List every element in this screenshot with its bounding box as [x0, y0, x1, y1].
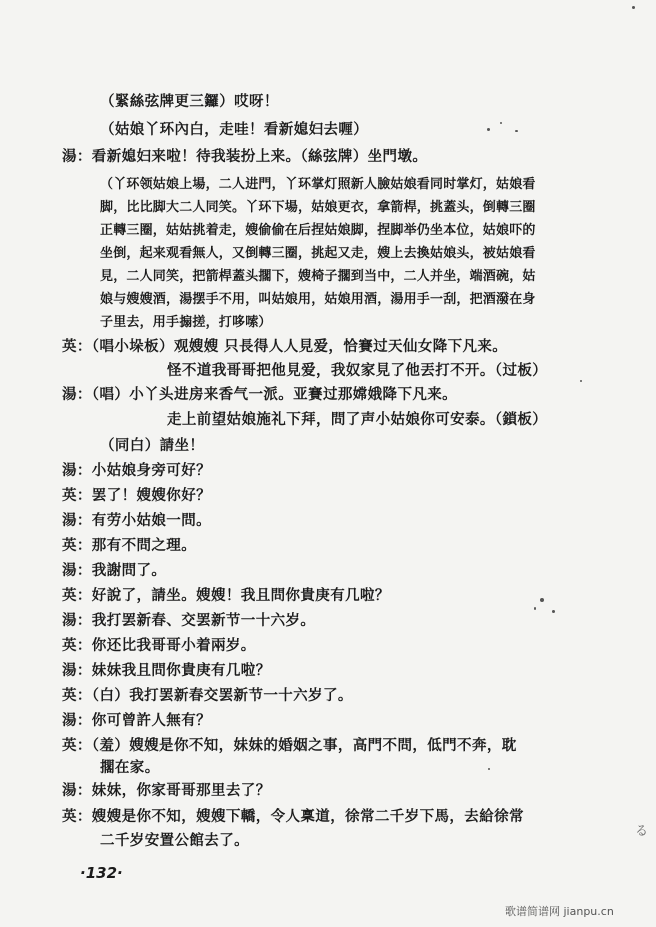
ink-speck	[488, 768, 490, 770]
edge-mark: る	[634, 824, 648, 839]
text-line: 擱在家。	[100, 759, 160, 776]
text-line: 正轉三圈，姑姑挑着走，嫂偷偷在后捏姑娘脚，捏脚举仍坐本位，姑娘吓的	[100, 223, 536, 238]
text-line: 怪不道我哥哥把他見爱，我奴家見了他丟打不开。（过板）	[167, 362, 548, 379]
text-line: 英：嫂嫂是你不知，嫂嫂下轎，令人稟道，徐常二千岁下馬，去給徐常	[62, 808, 524, 825]
ink-speck	[632, 6, 635, 9]
text-line: 湯：看新媳妇来啦！待我装扮上来。（絲弦牌）坐門墩。	[62, 148, 428, 165]
text-line: （同白）請坐！	[100, 437, 205, 454]
text-line: 湯：你可曾許人無有？	[62, 712, 211, 729]
text-line: 英：好說了，請坐。嫂嫂！我且問你貴庚有几啦？	[62, 587, 390, 604]
text-line: 娘与嫂嫂酒，湯摆手不用，叫姑娘用，姑娘用酒，湯用手一刮，把酒潑在身	[100, 292, 536, 307]
text-line: 英：那有不問之理。	[62, 537, 197, 554]
ink-speck	[500, 122, 502, 124]
text-line: 英：你还比我哥哥小着兩岁。	[62, 637, 256, 654]
watermark: 歌谱简谱网 jianpu.cn	[505, 905, 614, 918]
text-line: （丫环领姑娘上場，二人进門，丫环掌灯照新人臉姑娘看同时掌灯，姑娘看	[100, 177, 536, 192]
text-line: 二千岁安置公館去了。	[100, 832, 249, 849]
text-line: 湯：妹妹我且問你貴庚有几啦？	[62, 662, 271, 679]
text-line: 湯：（唱）小丫头进房来香气一派。亚賽过那嫦娥降下凡来。	[62, 386, 458, 403]
text-line: （姑娘丫环內白，走哇！看新媳妇去喱）	[100, 121, 369, 138]
text-line: 子里去，用手搧搓，打哆嗦）	[100, 315, 272, 330]
text-line: 脚，比比脚大二人同笑。丫环下場，姑娘更衣，拿箭桿，挑蓋头，倒轉三圈	[100, 200, 536, 215]
ink-speck	[540, 598, 544, 602]
text-line: 坐倒，起来观看無人，又倒轉三圈，挑起又走，嫂上去換姑娘头，被姑娘看	[100, 246, 536, 261]
ink-speck	[580, 380, 582, 382]
text-line: 英：（白）我打罢新春交罢新节一十六岁了。	[62, 687, 353, 704]
text-line: 英：罢了！嫂嫂你好？	[62, 487, 211, 504]
text-line: 湯：我打罢新春、交罢新节一十六岁。	[62, 612, 316, 629]
text-line: 湯：妹妹，你家哥哥那里去了？	[62, 782, 271, 799]
ink-speck	[552, 610, 555, 613]
page-number: ·132·	[80, 864, 123, 882]
ink-speck	[534, 607, 536, 610]
ink-speck	[487, 128, 490, 131]
text-line: （緊絲弦牌更三鑼）哎呀！	[100, 93, 279, 110]
text-line: 走上前望姑娘施礼下拜，問了声小姑娘你可安泰。（鎖板）	[167, 411, 548, 428]
text-line: 英：（唱小垛板）观嫂嫂 只長得人人見爱，恰賽过天仙女降下凡来。	[62, 338, 508, 355]
text-line: 湯：我謝問了。	[62, 562, 167, 579]
text-line: 見，二人同笑，把箭桿蓋头擱下，嫂椅子擱到当中，二人并坐，端酒碗，姑	[100, 269, 536, 284]
text-line: 湯：有劳小姑娘一問。	[62, 512, 211, 529]
ink-speck	[515, 130, 518, 132]
text-line: 英：（羞）嫂嫂是你不知，妹妹的婚姻之事，高門不問，低門不奔，耽	[62, 737, 517, 754]
text-line: 湯：小姑娘身旁可好？	[62, 462, 211, 479]
